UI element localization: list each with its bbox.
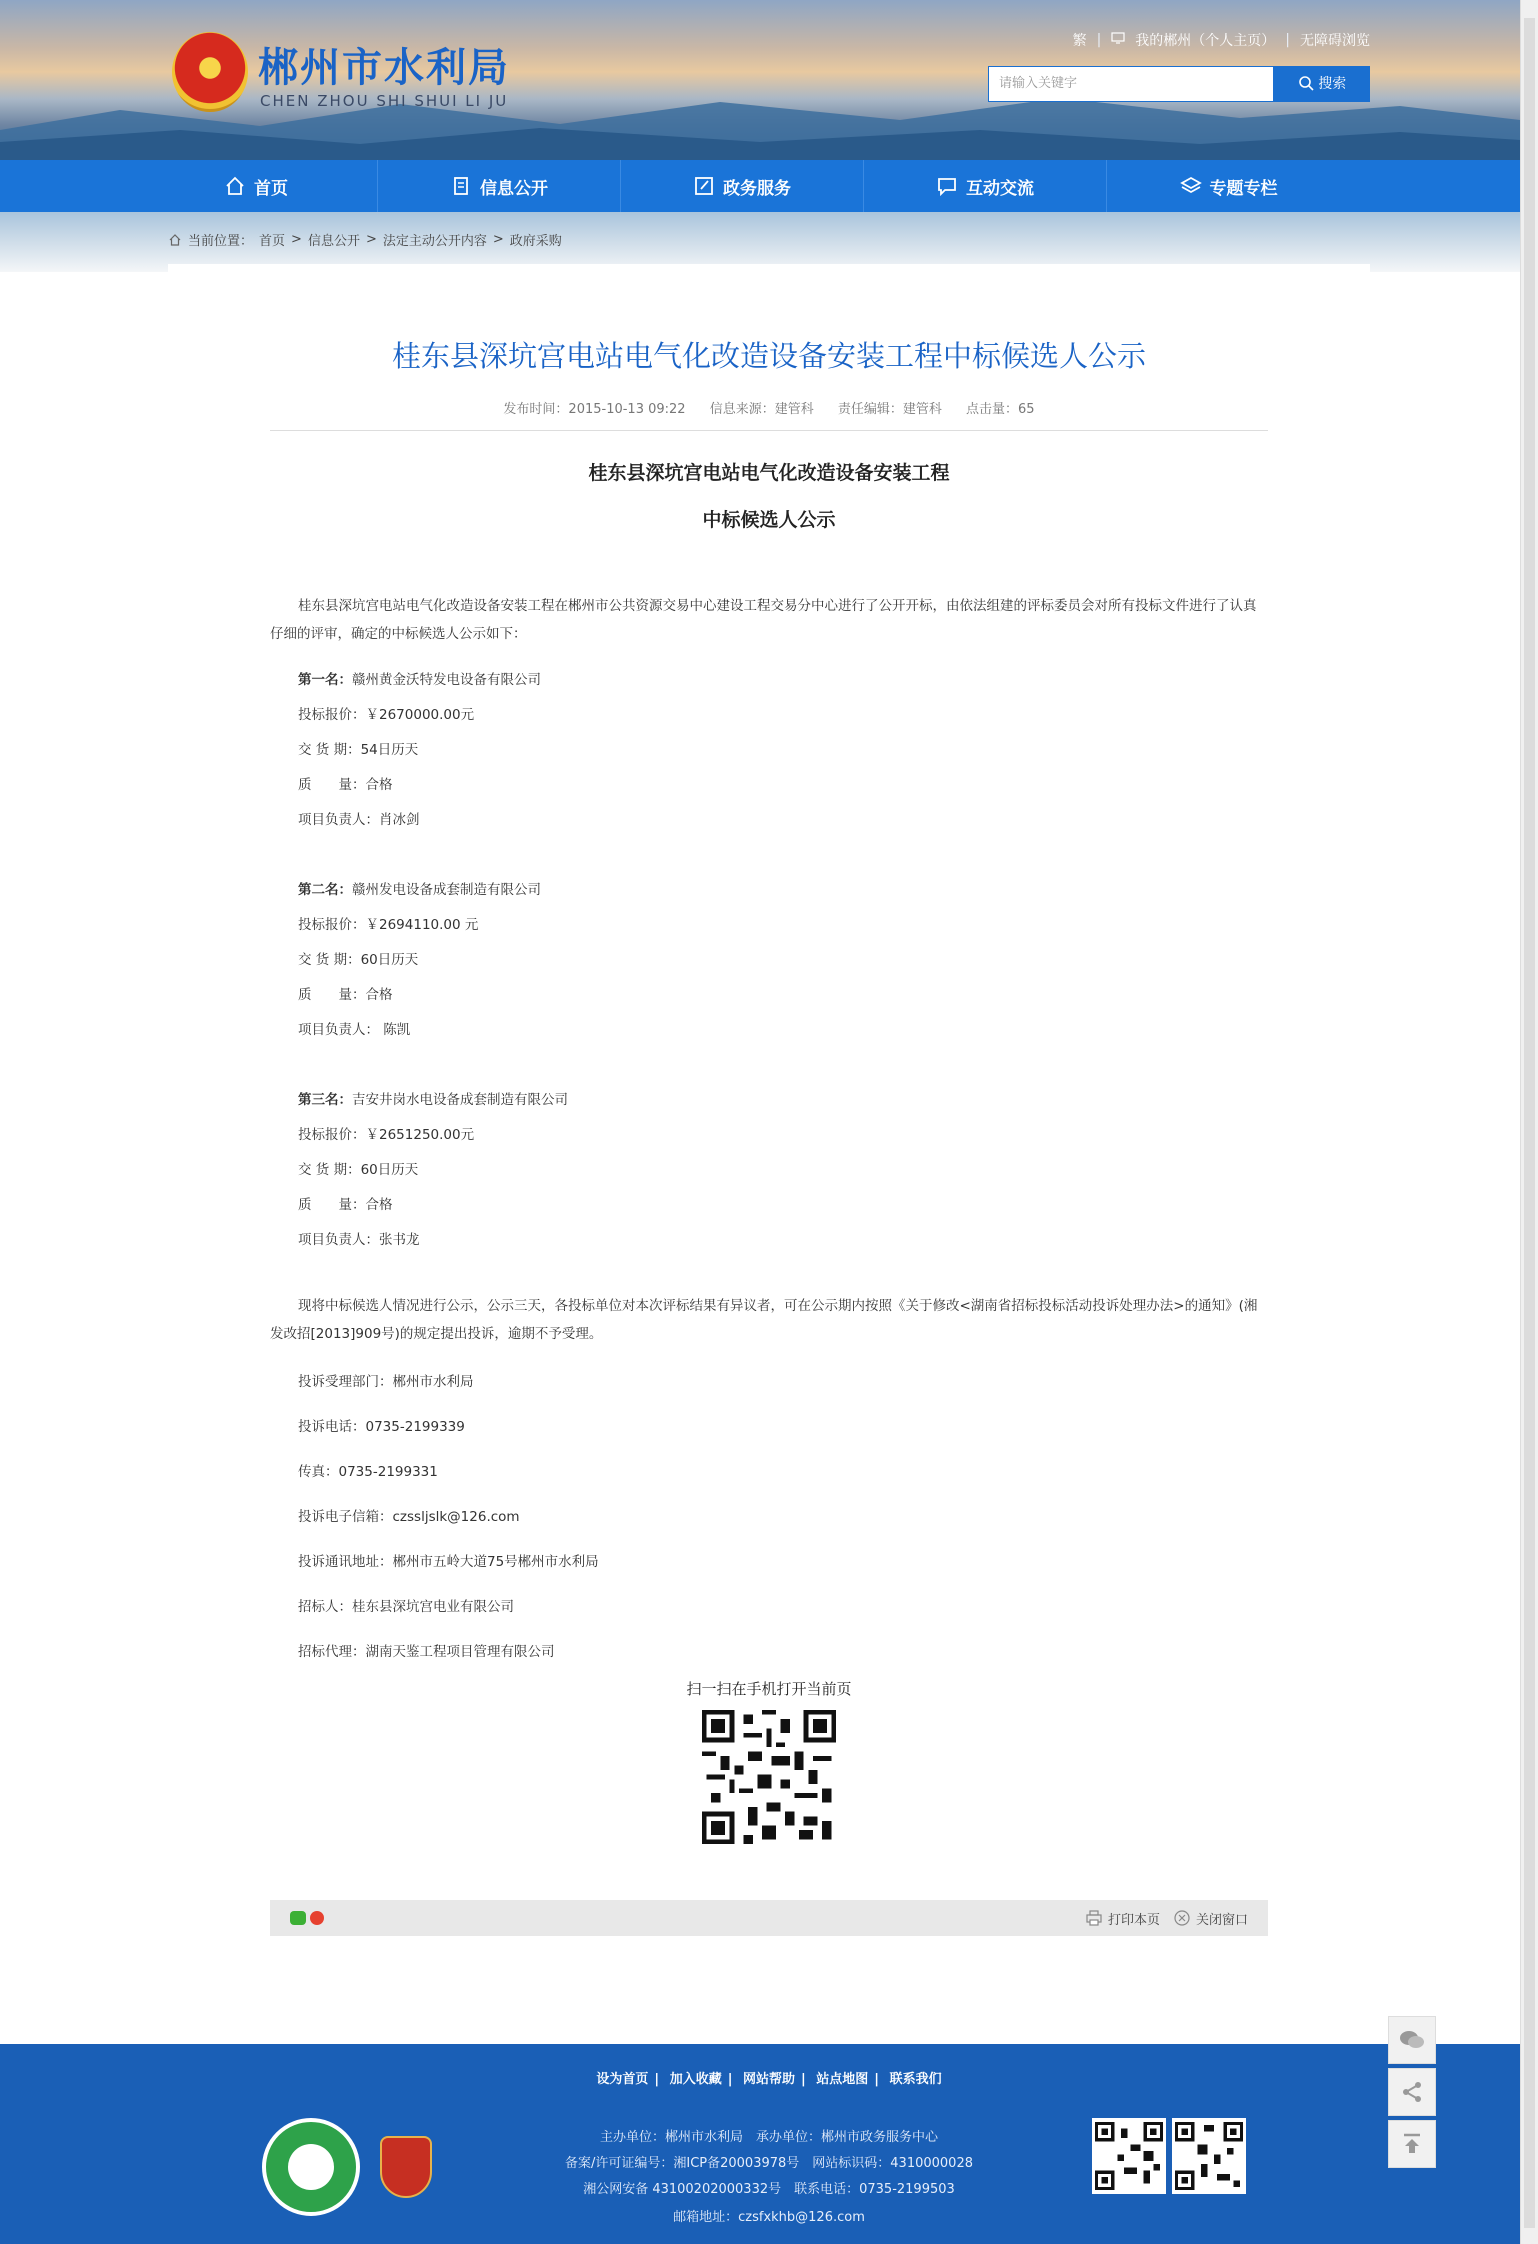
icp-info: 备案/许可证编号：湘ICP备20003978号 网站标识码：4310000028 bbox=[564, 2156, 973, 2171]
footer bbox=[0, 2044, 1520, 2244]
rank-label: 第二名： bbox=[298, 882, 352, 898]
add-favorite-link[interactable]: 加入收藏 bbox=[669, 2072, 722, 2087]
search-input[interactable]: 请输入关键字 bbox=[988, 66, 1274, 102]
breadcrumb-separator: > bbox=[291, 232, 302, 247]
breadcrumb-info-public[interactable]: 信息公开 bbox=[307, 234, 360, 249]
candidate-2-quality: 质 量：合格 bbox=[298, 987, 393, 1003]
search-button[interactable] bbox=[1274, 66, 1370, 102]
rank-label: 第一名： bbox=[298, 672, 352, 688]
candidate-2-name bbox=[298, 878, 541, 898]
intro-paragraph: 桂东县深坑宫电站电气化改造设备安装工程在郴州市公共资源交易中心建设工程交易分中心进行了公开开标，由依法组建的评标委员会对所有投标文件进行了认真仔细的评审，确定的中标候选人公示如下： bbox=[270, 598, 1257, 642]
main-nav bbox=[0, 160, 1520, 212]
footer-qr-code-icon bbox=[1092, 2118, 1166, 2194]
vertical-scrollbar[interactable] bbox=[1520, 0, 1538, 2244]
footer-qr-code-icon bbox=[1172, 2118, 1246, 2194]
document-heading: 桂东县深坑宫电站电气化改造设备安装工程 bbox=[588, 462, 950, 484]
nav-special-topics[interactable] bbox=[1107, 160, 1350, 212]
company-name: 赣州发电设备成套制造有限公司 bbox=[352, 882, 541, 898]
article-toolbar bbox=[270, 1900, 1268, 1936]
qr-caption: 扫一扫在手机打开当前页 bbox=[686, 1680, 852, 1698]
article-title: 桂东县深坑宫电站电气化改造设备安装工程中标候选人公示 bbox=[391, 339, 1146, 373]
police-record-info: 湘公网安备 43100202000332号 联系电话：0735-2199503 bbox=[583, 2182, 955, 2197]
nav-gov-service-label: 政务服务 bbox=[723, 178, 791, 199]
site-subtitle: CHEN ZHOU SHI SHUI LI JU bbox=[260, 92, 509, 110]
candidate-2-delivery: 交 货 期：60日历天 bbox=[298, 952, 419, 968]
document-icon bbox=[450, 175, 472, 197]
candidate-3-delivery: 交 货 期：60日历天 bbox=[298, 1162, 419, 1178]
search-icon bbox=[1298, 75, 1314, 91]
print-button[interactable] bbox=[1086, 1909, 1160, 1928]
national-emblem-icon bbox=[172, 32, 248, 112]
nav-interaction[interactable] bbox=[864, 160, 1107, 212]
candidate-1-manager: 项目负责人：肖冰剑 bbox=[298, 812, 420, 828]
candidate-3-manager: 项目负责人：张书龙 bbox=[298, 1232, 420, 1248]
notice-paragraph: 现将中标候选人情况进行公示，公示三天，各投标单位对本次评标结果有异议者，可在公示期内按照《关于修改<湖南省招标投标活动投诉处理办法>的通知》(湘发改招[2013]909号)的规定提出投诉，逾期不予受理。 bbox=[270, 1298, 1258, 1342]
scrollbar-thumb[interactable] bbox=[1524, 18, 1535, 2228]
nav-info-public[interactable] bbox=[378, 160, 621, 212]
chat-icon bbox=[936, 175, 958, 197]
share-float-button[interactable] bbox=[1388, 2068, 1436, 2116]
company-name: 吉安井岗水电设备成套制造有限公司 bbox=[352, 1092, 568, 1108]
candidate-3-price: 投标报价：￥2651250.00元 bbox=[298, 1127, 475, 1143]
layers-icon bbox=[1180, 175, 1202, 197]
breadcrumb-legal-content[interactable]: 法定主动公开内容 bbox=[382, 234, 487, 249]
nav-special-topics-label: 专题专栏 bbox=[1209, 178, 1278, 199]
close-label: 关闭窗口 bbox=[1195, 1912, 1248, 1928]
sitemap-link[interactable]: 站点地图 bbox=[816, 2072, 869, 2087]
nav-home[interactable] bbox=[135, 160, 378, 212]
monitor-icon bbox=[1111, 32, 1125, 48]
wechat-float-button[interactable] bbox=[1388, 2016, 1436, 2064]
candidate-1-name bbox=[298, 668, 541, 688]
sponsor-info: 主办单位：郴州市水利局 承办单位：郴州市政务服务中心 bbox=[599, 2130, 938, 2145]
set-homepage-link[interactable]: 设为首页 bbox=[596, 2072, 649, 2087]
nav-interaction-label: 互动交流 bbox=[966, 178, 1034, 199]
top-links bbox=[1073, 30, 1370, 50]
gov-error-correction-badge-icon[interactable] bbox=[380, 2136, 432, 2198]
qr-code-icon bbox=[702, 1710, 836, 1844]
traditional-chinese-link[interactable]: 繁 bbox=[1072, 33, 1087, 49]
printer-icon bbox=[1086, 1910, 1102, 1926]
contact-link[interactable]: 联系我们 bbox=[889, 2072, 942, 2087]
floating-side-buttons bbox=[1388, 2016, 1436, 2172]
divider bbox=[270, 430, 1268, 431]
candidate-1-price: 投标报价：￥2670000.00元 bbox=[298, 707, 475, 723]
breadcrumb-separator: > bbox=[365, 232, 377, 247]
nav-home-label: 首页 bbox=[254, 178, 288, 199]
share-icons bbox=[290, 1911, 324, 1925]
email-info: 邮箱地址：czsfxkhb@126.com bbox=[673, 2210, 865, 2225]
home-icon bbox=[224, 175, 246, 197]
wechat-icon bbox=[1399, 2029, 1425, 2051]
editor: 责任编辑：建管科 bbox=[837, 402, 942, 417]
candidate-1-quality: 质 量：合格 bbox=[298, 777, 393, 793]
candidate-2-manager: 项目负责人： 陈凯 bbox=[298, 1022, 411, 1038]
candidate-1-delivery: 交 货 期：54日历天 bbox=[298, 742, 419, 758]
breadcrumb-home[interactable]: 首页 bbox=[259, 234, 286, 249]
wechat-share-icon[interactable] bbox=[290, 1911, 306, 1925]
complaint-department: 投诉受理部门：郴州市水利局 bbox=[298, 1374, 474, 1390]
search-button-label: 搜索 bbox=[1318, 76, 1347, 92]
back-to-top-button[interactable] bbox=[1388, 2120, 1436, 2168]
share-icon bbox=[1400, 2080, 1424, 2104]
candidate-2-price: 投标报价：￥2694110.00 元 bbox=[298, 917, 479, 933]
publish-time: 发布时间：2015-10-13 09:22 bbox=[503, 402, 686, 417]
nav-gov-service[interactable] bbox=[621, 160, 864, 212]
complaint-phone: 投诉电话：0735-2199339 bbox=[298, 1419, 465, 1435]
close-icon bbox=[1174, 1910, 1190, 1926]
home-small-icon bbox=[168, 233, 182, 247]
breadcrumb bbox=[168, 230, 562, 249]
close-window-button[interactable] bbox=[1174, 1909, 1248, 1928]
site-title: 郴州市水利局 bbox=[258, 45, 510, 91]
company-name: 赣州黄金沃特发电设备有限公司 bbox=[352, 672, 541, 688]
tender-agent: 招标代理：湖南天鉴工程项目管理有限公司 bbox=[298, 1644, 555, 1660]
candidate-3-quality: 质 量：合格 bbox=[298, 1197, 393, 1213]
separator: | bbox=[1096, 32, 1102, 48]
tenderer: 招标人：桂东县深坑宫电业有限公司 bbox=[298, 1599, 514, 1615]
complaint-address: 投诉通讯地址：郴州市五岭大道75号郴州市水利局 bbox=[298, 1554, 599, 1570]
candidate-3-name bbox=[298, 1088, 568, 1108]
weibo-share-icon[interactable] bbox=[310, 1911, 324, 1925]
arrow-up-icon bbox=[1400, 2132, 1424, 2156]
my-chenzhou-link[interactable]: 我的郴州（个人主页） bbox=[1135, 33, 1276, 49]
breadcrumb-procurement[interactable]: 政府采购 bbox=[509, 234, 562, 249]
footer-links: 设为首页 | 加入收藏 | 网站帮助 | 站点地图 | 联系我们 bbox=[596, 2072, 942, 2087]
help-link[interactable]: 网站帮助 bbox=[742, 2072, 795, 2087]
view-count: 点击量：65 bbox=[966, 402, 1035, 417]
separator: | bbox=[1285, 32, 1290, 48]
accessibility-link[interactable]: 无障碍浏览 bbox=[1300, 33, 1370, 49]
nav-info-public-label: 信息公开 bbox=[480, 178, 548, 199]
complaint-email: 投诉电子信箱：czssljslk@126.com bbox=[298, 1509, 520, 1525]
rank-label: 第三名： bbox=[298, 1092, 352, 1108]
complaint-fax: 传真：0735-2199331 bbox=[298, 1464, 438, 1480]
breadcrumb-prefix: 当前位置： bbox=[188, 234, 254, 249]
print-label: 打印本页 bbox=[1107, 1912, 1160, 1928]
breadcrumb-separator: > bbox=[492, 232, 504, 247]
civilization-badge-icon[interactable] bbox=[262, 2118, 360, 2216]
info-source: 信息来源：建管科 bbox=[709, 402, 814, 417]
edit-icon bbox=[693, 175, 715, 197]
document-subheading: 中标候选人公示 bbox=[702, 509, 836, 531]
article-meta bbox=[0, 398, 1538, 417]
